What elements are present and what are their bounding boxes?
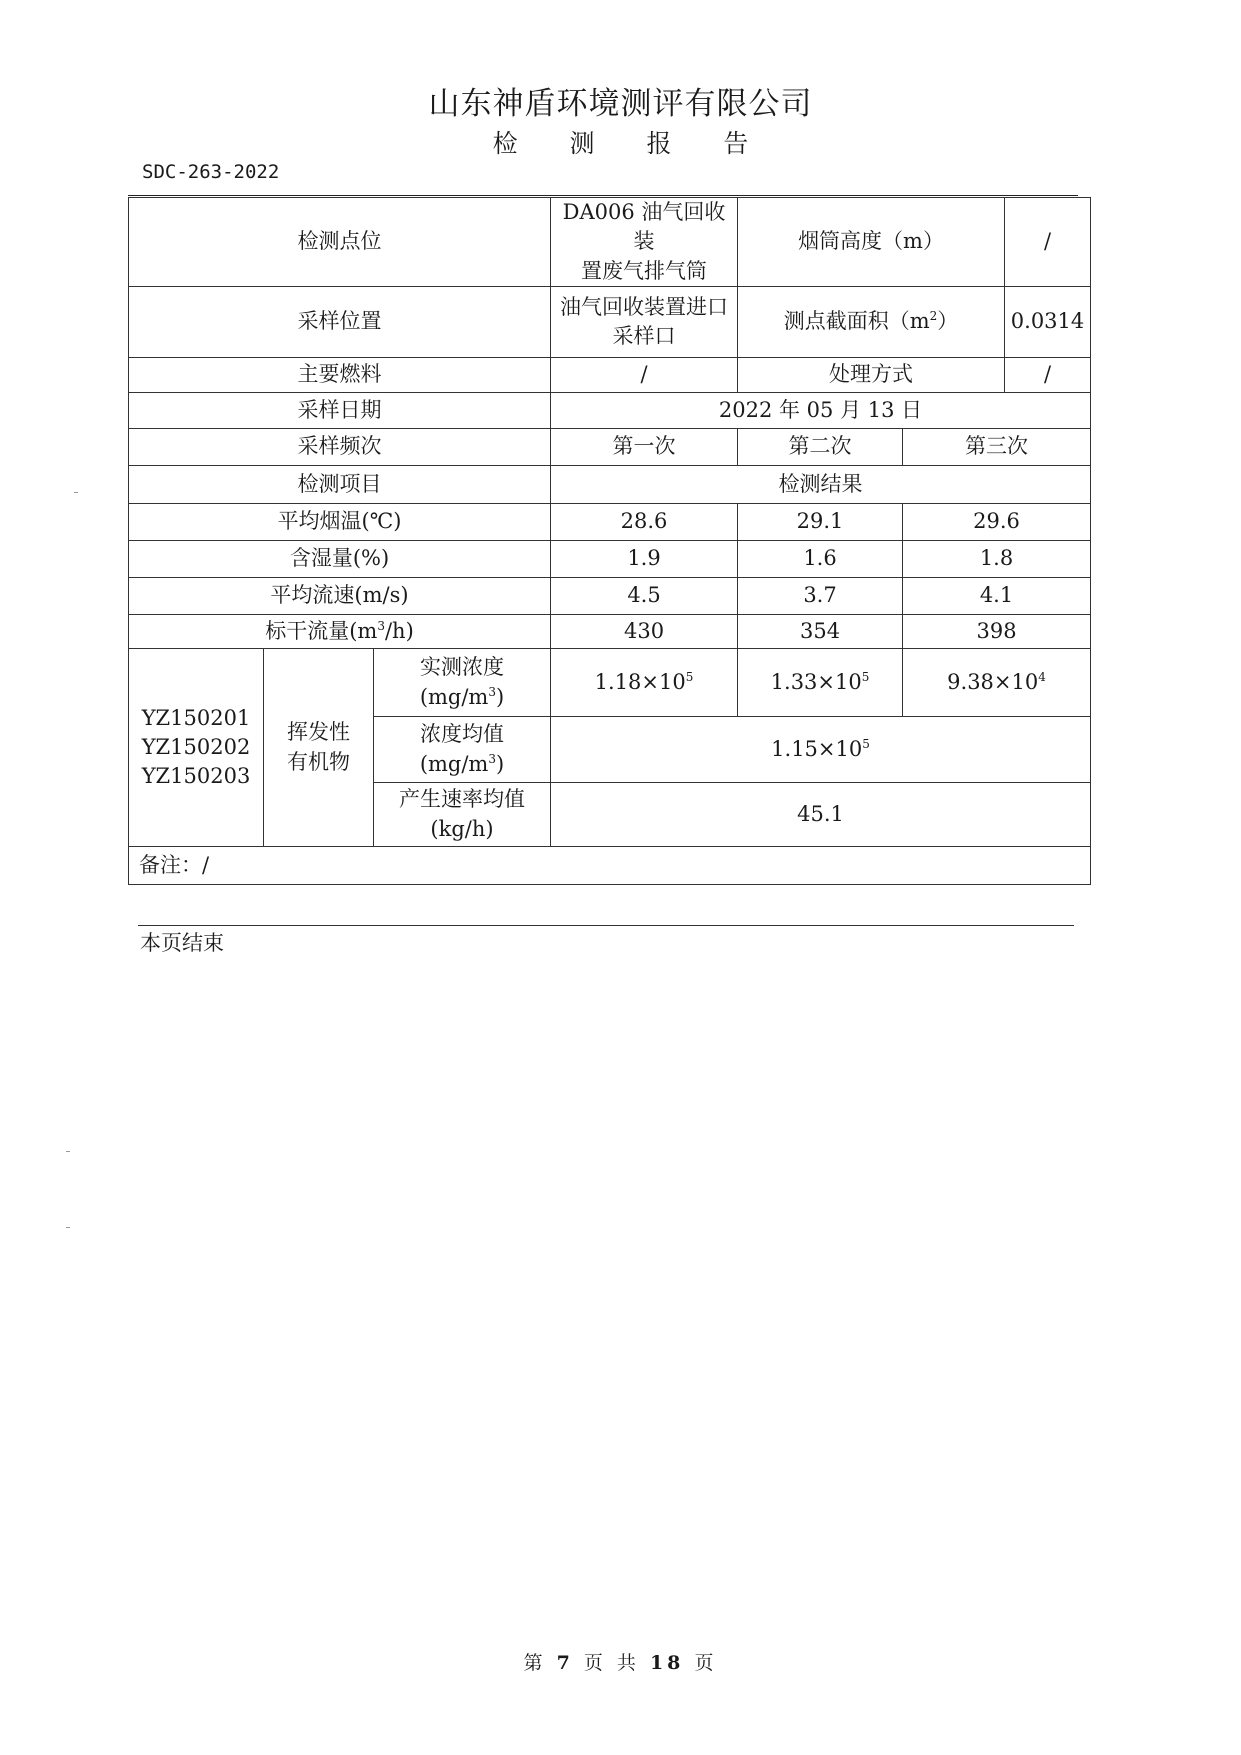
cross-section-label bbox=[738, 287, 1005, 358]
measured-conc-3 bbox=[903, 649, 1091, 717]
sample-id: YZ150201 bbox=[141, 705, 251, 730]
current-page: 7 bbox=[556, 1652, 574, 1674]
cross-section-label-close: ） bbox=[937, 309, 959, 334]
measured-conc-1 bbox=[551, 649, 738, 717]
fuel-label: 主要燃料 bbox=[129, 358, 551, 393]
cross-section-label-sup: 2 bbox=[929, 309, 938, 324]
footer-suffix: 页 bbox=[694, 1652, 718, 1674]
table-row-frequency bbox=[129, 429, 1091, 466]
remark: 备注：/ bbox=[129, 847, 1091, 885]
velocity-3: 4.1 bbox=[903, 578, 1091, 615]
footer-middle: 页 共 bbox=[583, 1652, 640, 1674]
humidity-1: 1.9 bbox=[551, 541, 738, 578]
table-row-temperature bbox=[129, 504, 1091, 541]
point-label: 检测点位 bbox=[129, 198, 551, 287]
emission-rate-unit: (kg/h) bbox=[430, 816, 494, 841]
table-row-location bbox=[129, 287, 1091, 358]
point-value bbox=[551, 198, 738, 287]
date-label: 采样日期 bbox=[129, 393, 551, 429]
flow-label-tail: /h) bbox=[384, 618, 414, 643]
sampling-location-label: 采样位置 bbox=[129, 287, 551, 358]
avg-conc-value bbox=[551, 717, 1091, 783]
avg-temp-1: 28.6 bbox=[551, 504, 738, 541]
measured-conc-2-mantissa: 1.33×10 bbox=[770, 669, 862, 694]
unit-sup: 3 bbox=[488, 751, 496, 766]
flow-1: 430 bbox=[551, 615, 738, 649]
unit-text: (mg/m bbox=[419, 684, 489, 709]
voc-label-line1: 挥发性 bbox=[287, 720, 350, 745]
flow-label-text: 标干流量(m bbox=[265, 618, 378, 643]
measured-conc-1-mantissa: 1.18×10 bbox=[594, 669, 686, 694]
footer-prefix: 第 bbox=[523, 1652, 547, 1674]
emission-rate-value: 45.1 bbox=[551, 783, 1091, 847]
sampling-location-line2: 采样口 bbox=[612, 324, 676, 349]
date-value: 2022 年 05 月 13 日 bbox=[551, 393, 1091, 429]
table-row-flow bbox=[129, 615, 1091, 649]
table-row-header bbox=[129, 466, 1091, 504]
avg-temp-3: 29.6 bbox=[903, 504, 1091, 541]
table-row-measured-conc bbox=[129, 649, 1091, 717]
cross-section-value: 0.0314 bbox=[1005, 287, 1091, 358]
table-row-velocity bbox=[129, 578, 1091, 615]
page-end-note: 本页结束 bbox=[140, 931, 224, 955]
unit-text: (mg/m bbox=[419, 751, 489, 776]
measured-conc-3-mantissa: 9.38×10 bbox=[947, 669, 1039, 694]
frequency-3: 第三次 bbox=[903, 429, 1091, 466]
measured-conc-unit bbox=[377, 683, 547, 712]
point-value-line1: DA006 油气回收装 bbox=[562, 200, 726, 254]
scan-speck bbox=[74, 492, 78, 493]
cross-section-label-text: 测点截面积（m bbox=[783, 309, 930, 334]
flow-2: 354 bbox=[738, 615, 903, 649]
table-row-date bbox=[129, 393, 1091, 429]
sample-id: YZ150203 bbox=[141, 764, 251, 789]
velocity-1: 4.5 bbox=[551, 578, 738, 615]
table-row-remark bbox=[129, 847, 1091, 885]
velocity-label: 平均流速(m/s) bbox=[129, 578, 551, 615]
result-label: 检测结果 bbox=[551, 466, 1091, 504]
table-row-fuel bbox=[129, 358, 1091, 393]
table-row-point bbox=[129, 198, 1091, 287]
treatment-value: / bbox=[1005, 358, 1091, 393]
scan-speck bbox=[66, 1227, 70, 1228]
velocity-2: 3.7 bbox=[738, 578, 903, 615]
sample-ids bbox=[129, 649, 264, 847]
avg-conc-label bbox=[374, 717, 551, 783]
point-value-line2: 置废气排气筒 bbox=[581, 258, 708, 283]
report-number: SDC-263-2022 bbox=[142, 161, 280, 183]
voc-label bbox=[264, 649, 374, 847]
sampling-location-line1: 油气回收装置进口 bbox=[560, 294, 729, 319]
humidity-3: 1.8 bbox=[903, 541, 1091, 578]
frequency-1: 第一次 bbox=[551, 429, 738, 466]
unit-close: ) bbox=[496, 684, 505, 709]
treatment-label: 处理方式 bbox=[738, 358, 1005, 393]
humidity-2: 1.6 bbox=[738, 541, 903, 578]
end-rule bbox=[138, 925, 1074, 926]
measured-conc-1-exp: 5 bbox=[685, 669, 694, 684]
frequency-2: 第二次 bbox=[738, 429, 903, 466]
avg-conc-mantissa: 1.15×10 bbox=[771, 736, 863, 761]
flow-label-sup: 3 bbox=[377, 618, 385, 633]
flow-label bbox=[129, 615, 551, 649]
frequency-label: 采样频次 bbox=[129, 429, 551, 466]
measured-conc-name: 实测浓度 bbox=[420, 655, 504, 680]
stack-height-label: 烟筒高度（m） bbox=[738, 198, 1005, 287]
unit-close: ) bbox=[496, 751, 505, 776]
measured-conc-label bbox=[374, 649, 551, 717]
avg-conc-name: 浓度均值 bbox=[420, 722, 504, 747]
avg-conc-unit bbox=[377, 750, 547, 779]
total-pages: 18 bbox=[649, 1652, 685, 1674]
table-row-humidity bbox=[129, 541, 1091, 578]
top-rule bbox=[128, 195, 1078, 196]
test-results-table bbox=[128, 197, 1091, 885]
flow-3: 398 bbox=[903, 615, 1091, 649]
measured-conc-3-exp: 4 bbox=[1038, 669, 1046, 684]
avg-conc-exp: 5 bbox=[862, 736, 870, 751]
voc-label-line2: 有机物 bbox=[287, 749, 350, 774]
humidity-label: 含湿量(%) bbox=[129, 541, 551, 578]
company-name: 山东神盾环境测评有限公司 bbox=[428, 86, 813, 122]
page-footer bbox=[0, 1648, 1241, 1675]
emission-rate-name: 产生速率均值 bbox=[399, 787, 525, 812]
scan-speck bbox=[66, 1151, 70, 1152]
sample-id: YZ150202 bbox=[141, 734, 251, 759]
unit-sup: 3 bbox=[488, 684, 496, 699]
item-label: 检测项目 bbox=[129, 466, 551, 504]
measured-conc-2-exp: 5 bbox=[861, 669, 870, 684]
stack-height-value: / bbox=[1005, 198, 1091, 287]
report-title: 检 测 报 告 bbox=[492, 129, 771, 158]
avg-temp-2: 29.1 bbox=[738, 504, 903, 541]
emission-rate-label bbox=[374, 783, 551, 847]
avg-temp-label: 平均烟温(℃) bbox=[129, 504, 551, 541]
fuel-value: / bbox=[551, 358, 738, 393]
measured-conc-2 bbox=[738, 649, 903, 717]
sampling-location-value bbox=[551, 287, 738, 358]
